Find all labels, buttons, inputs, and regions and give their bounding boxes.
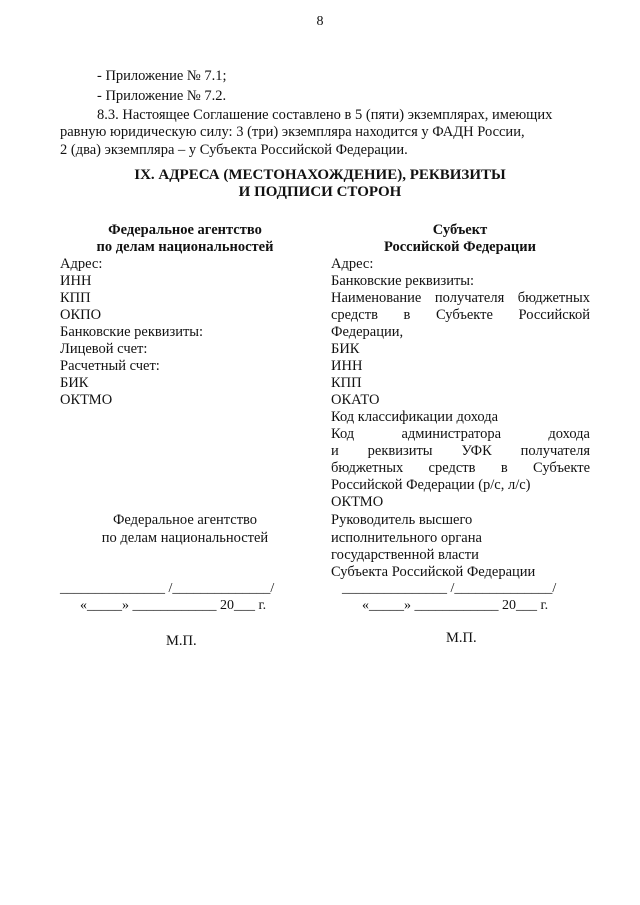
left-field-address: Адрес: [60, 256, 103, 272]
left-field-personal-account: Лицевой счет: [60, 341, 148, 357]
left-stamp-place: М.П. [166, 633, 197, 649]
left-field-inn: ИНН [60, 273, 92, 289]
right-stamp-place: М.П. [446, 630, 477, 646]
right-field-admin-line-4: Российской Федерации (р/с, л/с) [331, 477, 531, 493]
left-field-kpp: КПП [60, 290, 91, 306]
left-date-line: «_____» ____________ 20___ г. [80, 598, 267, 613]
right-field-okato: ОКАТО [331, 392, 380, 408]
right-party-heading-2: Российской Федерации [383, 239, 536, 255]
paragraph-8-3-line-3: 2 (два) экземпляра – у Субъекта Российской Федерации. [60, 142, 408, 158]
right-signer-line-1: Руководитель высшего [331, 512, 473, 528]
right-signer-line-2: исполнительного органа [331, 530, 482, 546]
page-number: 8 [316, 14, 324, 29]
left-field-okpo: ОКПО [60, 307, 102, 323]
paragraph-8-3-line-2: равную юридическую силу: 3 (три) экземпляра находится у ФАДН России, [60, 124, 525, 140]
left-signer-line-1: Федеральное агентство [112, 512, 258, 528]
appendix-item-7-1: - Приложение № 7.1; [97, 68, 227, 84]
right-date-line: «_____» ____________ 20___ г. [362, 598, 549, 613]
right-field-bank: Банковские реквизиты: [331, 273, 475, 289]
right-signature-line: _______________ /______________/ [342, 581, 557, 596]
right-signer-line-3: государственной власти [331, 547, 479, 563]
right-field-kpp: КПП [331, 375, 362, 391]
left-party-heading-1: Федеральное агентство [108, 222, 262, 238]
right-field-recipient-line-1: Наименование получателя бюджетных [331, 290, 590, 306]
paragraph-8-3-line-1: 8.3. Настоящее Соглашение составлено в 5 (пяти) экземплярах, имеющих [97, 107, 553, 123]
right-field-recipient-line-3: Федерации, [331, 324, 404, 340]
left-party-heading-2: по делам национальностей [96, 239, 274, 255]
right-field-address: Адрес: [331, 256, 374, 272]
left-signer-line-2: по делам национальностей [101, 530, 269, 546]
appendix-item-7-2: - Приложение № 7.2. [97, 88, 227, 104]
left-field-oktmo: ОКТМО [60, 392, 113, 408]
right-field-admin-line-3: бюджетных средств в Субъекте [331, 460, 590, 476]
left-field-bik: БИК [60, 375, 89, 391]
left-field-settlement-account: Расчетный счет: [60, 358, 160, 374]
right-signer-line-4: Субъекта Российской Федерации [331, 564, 536, 580]
right-party-heading-1: Субъект [432, 222, 488, 238]
left-field-bank: Банковские реквизиты: [60, 324, 204, 340]
right-field-recipient-line-2: средств в Субъекте Российской [331, 307, 590, 323]
right-field-inn: ИНН [331, 358, 363, 374]
section-title-line-2: И ПОДПИСИ СТОРОН [238, 184, 402, 200]
section-title-line-1: IX. АДРЕСА (МЕСТОНАХОЖДЕНИЕ), РЕКВИЗИТЫ [134, 167, 506, 183]
right-field-oktmo: ОКТМО [331, 494, 384, 510]
right-field-admin-line-1: Код администратора дохода [331, 426, 590, 442]
right-field-admin-line-2: и реквизиты УФК получателя [331, 443, 590, 459]
right-field-bik: БИК [331, 341, 360, 357]
right-field-income-code: Код классификации дохода [331, 409, 499, 425]
left-signature-line: _______________ /______________/ [60, 581, 275, 596]
